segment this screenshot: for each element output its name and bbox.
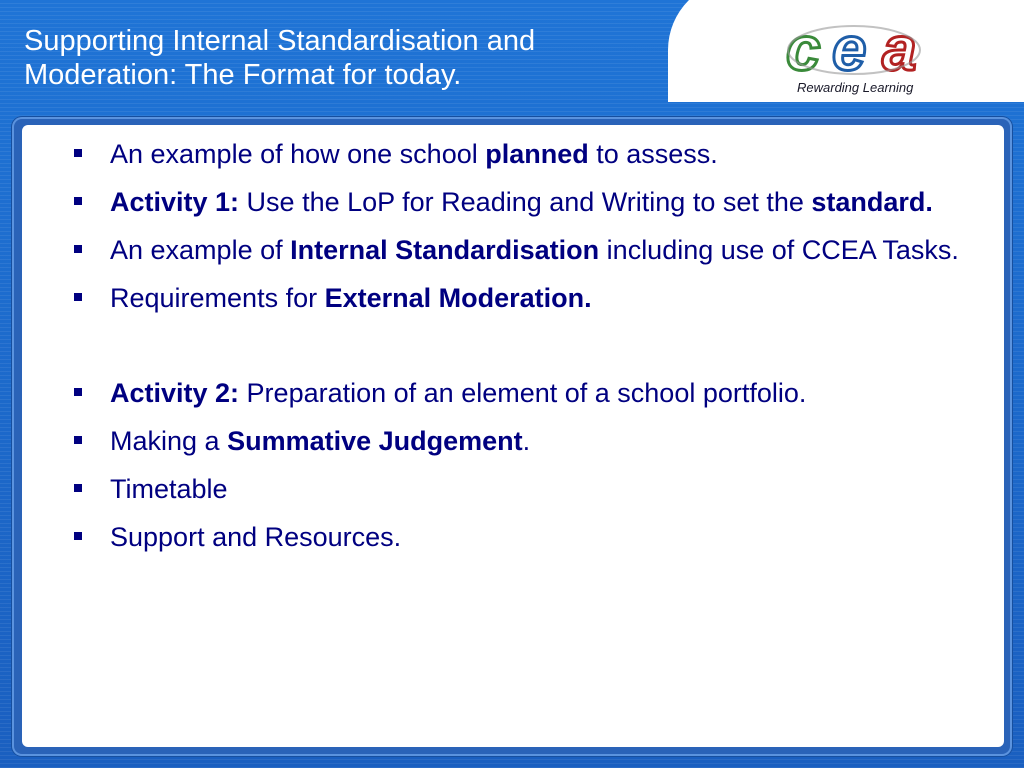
bullet-item bbox=[72, 278, 972, 318]
bullet-text: to assess. bbox=[588, 139, 718, 169]
bullet-bold-text: standard. bbox=[811, 187, 933, 217]
bullet-text: Timetable bbox=[110, 474, 228, 504]
bullet-text: Preparation of an element of a school portfolio. bbox=[239, 378, 807, 408]
bullet-text: including use of CCEA Tasks. bbox=[599, 235, 959, 265]
svg-text:a: a bbox=[882, 20, 917, 80]
bullet-text: An example of how one school bbox=[110, 139, 486, 169]
bullet-text: Requirements for bbox=[110, 283, 325, 313]
slide-title-line-2: Moderation: The Format for today. bbox=[24, 59, 462, 91]
bullet-list bbox=[72, 134, 972, 565]
square-bullet-icon bbox=[74, 484, 82, 492]
square-bullet-icon bbox=[74, 388, 82, 396]
square-bullet-icon bbox=[74, 293, 82, 301]
square-bullet-icon bbox=[74, 197, 82, 205]
square-bullet-icon bbox=[74, 436, 82, 444]
bullet-bold-text: Summative Judgement bbox=[227, 426, 523, 456]
bullet-bold-text: External Moderation. bbox=[324, 283, 592, 313]
square-bullet-icon bbox=[74, 532, 82, 540]
bullet-item bbox=[72, 517, 972, 557]
logo-tagline: Rewarding Learning bbox=[797, 80, 914, 95]
bullet-text: Use the LoP for Reading and Writing to set the bbox=[239, 187, 812, 217]
bullet-text: An example of bbox=[110, 235, 291, 265]
bullet-bold-text: Internal Standardisation bbox=[290, 235, 600, 265]
bullet-item bbox=[72, 421, 972, 461]
svg-text:c: c bbox=[786, 20, 821, 80]
bullet-item bbox=[72, 134, 972, 174]
ccea-logo-icon bbox=[784, 20, 942, 80]
bullet-bold-text: planned bbox=[485, 139, 589, 169]
bullet-item bbox=[72, 182, 972, 222]
square-bullet-icon bbox=[74, 149, 82, 157]
square-bullet-icon bbox=[74, 245, 82, 253]
bullet-text: Making a bbox=[110, 426, 228, 456]
bullet-bold-text: Activity 2: bbox=[110, 378, 240, 408]
bullet-item bbox=[72, 469, 972, 509]
bullet-bold-text: Activity 1: bbox=[110, 187, 240, 217]
slide-title-line-1: Supporting Internal Standardisation and bbox=[24, 25, 536, 57]
svg-text:e: e bbox=[832, 20, 867, 80]
slide-title bbox=[24, 24, 664, 92]
bullet-item bbox=[72, 373, 972, 413]
bullet-text: . bbox=[522, 426, 531, 456]
bullet-text: Support and Resources. bbox=[110, 522, 402, 552]
bullet-item bbox=[72, 230, 972, 270]
